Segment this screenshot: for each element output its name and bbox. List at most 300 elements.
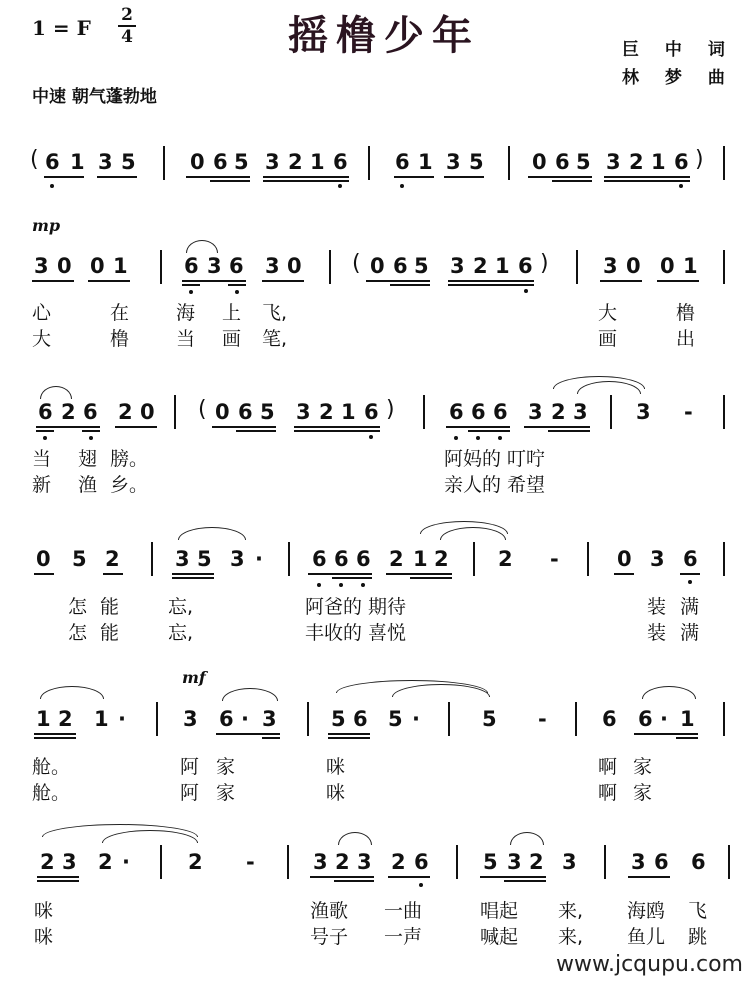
barline <box>287 845 289 879</box>
lyric: 海 <box>176 302 196 324</box>
tempo-marking: 中速 朝气蓬勃地 <box>32 87 157 107</box>
lyric: 一声 <box>384 926 423 948</box>
lyric: 舱。 <box>32 756 71 778</box>
beam <box>263 176 349 178</box>
note: 6 <box>333 150 348 174</box>
lyric: 上 <box>222 302 242 324</box>
note: 5 <box>414 254 429 278</box>
note: 5 <box>576 150 591 174</box>
note: 1 <box>36 707 51 731</box>
lyric: 能 <box>100 596 120 618</box>
lyric: 阿 <box>180 782 200 804</box>
note: 6 <box>238 400 253 424</box>
beam <box>34 733 76 735</box>
note: 1 <box>495 254 510 278</box>
lyric: 咪 <box>326 782 346 804</box>
lyric: 飞, <box>262 302 288 324</box>
lyric: 画 <box>598 328 618 350</box>
note: 6 <box>45 150 60 174</box>
lyric: 咪 <box>34 900 54 922</box>
note: 0 <box>215 400 230 424</box>
beam <box>37 876 79 878</box>
low-dot <box>419 883 423 887</box>
note: 6 <box>364 400 379 424</box>
barline <box>174 395 176 429</box>
note: 1 <box>651 150 666 174</box>
note: 6 <box>638 707 653 731</box>
key-signature <box>32 16 91 40</box>
slur <box>40 686 104 699</box>
note: 1 <box>113 254 128 278</box>
note: 6 <box>312 547 327 571</box>
lyric: 阿 <box>180 756 200 778</box>
note: 3 <box>175 547 190 571</box>
beam-2 <box>548 430 590 432</box>
beam <box>328 733 370 735</box>
beam <box>310 876 374 878</box>
note: 2 <box>288 150 303 174</box>
song-title: 摇橹少年 <box>288 13 480 59</box>
note: 3 <box>573 400 588 424</box>
note: 0 <box>190 150 205 174</box>
beam <box>294 426 380 428</box>
lyric: 大 <box>598 302 618 324</box>
beam <box>36 426 100 428</box>
lyric: 画 <box>222 328 242 350</box>
note: 1 <box>310 150 325 174</box>
lyric: 乡。 <box>110 474 149 496</box>
lyric: 啊 <box>598 782 618 804</box>
beam <box>444 176 484 178</box>
beam <box>308 573 372 575</box>
note: 5 <box>482 707 497 731</box>
note: 2 <box>391 850 406 874</box>
low-dot <box>339 583 343 587</box>
note: 2 <box>98 850 113 874</box>
note: 2 <box>118 400 133 424</box>
beam <box>600 280 642 282</box>
note: 6 <box>184 254 199 278</box>
barline <box>604 845 606 879</box>
barline <box>448 702 450 736</box>
barline <box>575 702 577 736</box>
low-dot <box>338 184 342 188</box>
dash: - <box>538 707 547 731</box>
note: 0 <box>287 254 302 278</box>
note: 2 <box>473 254 488 278</box>
low-dot <box>43 436 47 440</box>
beam-2 <box>182 284 200 286</box>
beam <box>386 573 452 575</box>
beam <box>172 573 214 575</box>
lyric: 一曲 <box>384 900 423 922</box>
barline <box>610 395 612 429</box>
note: 3 <box>207 254 222 278</box>
slur <box>40 386 72 399</box>
beam <box>34 573 54 575</box>
beam <box>657 280 699 282</box>
beam <box>32 280 74 282</box>
lyric: 号子 <box>310 926 349 948</box>
lyric: 来, <box>558 926 584 948</box>
paren-close: ) <box>695 147 704 172</box>
barline <box>163 146 165 180</box>
note: 2 <box>389 547 404 571</box>
beam-2 <box>263 180 349 182</box>
beam-2 <box>552 180 592 182</box>
lyric: 鱼儿 <box>627 926 666 948</box>
lyric: 满 <box>680 622 700 644</box>
note: 1 <box>94 707 109 731</box>
lyric: 阿爸的 期待 <box>305 596 407 618</box>
note: 2 <box>188 850 203 874</box>
beam <box>448 280 534 282</box>
slur <box>510 832 544 845</box>
dot-aug: · <box>241 707 249 731</box>
note: 5 <box>260 400 275 424</box>
lyric: 橹 <box>110 328 130 350</box>
lyric: 啊 <box>598 756 618 778</box>
beam <box>44 176 84 178</box>
note: 0 <box>617 547 632 571</box>
note: 5 <box>121 150 136 174</box>
low-dot <box>454 436 458 440</box>
beam <box>446 426 510 428</box>
beam-2 <box>468 430 510 432</box>
beam-2 <box>34 737 76 739</box>
lyric: 丰收的 喜悦 <box>305 622 407 644</box>
lyric: 满 <box>680 596 700 618</box>
note: 0 <box>90 254 105 278</box>
beam <box>115 426 157 428</box>
note: 1 <box>413 547 428 571</box>
note: 3 <box>265 254 280 278</box>
note: 0 <box>140 400 155 424</box>
beam-2 <box>82 430 100 432</box>
dynamic-mf: mf <box>182 668 206 687</box>
slur <box>222 688 278 701</box>
key-text: 1 = F <box>32 16 91 40</box>
lyric: 咪 <box>326 756 346 778</box>
dot-aug: · <box>118 707 126 731</box>
note: 3 <box>62 850 77 874</box>
barline <box>160 845 162 879</box>
low-dot <box>688 580 692 584</box>
barline <box>288 542 290 576</box>
beam <box>186 176 250 178</box>
beam <box>88 280 130 282</box>
low-dot <box>679 184 683 188</box>
note: 6 <box>229 254 244 278</box>
note: 6 <box>518 254 533 278</box>
note: 3 <box>606 150 621 174</box>
lyric: 翅 <box>78 448 98 470</box>
beam-2 <box>294 430 380 432</box>
note: 2 <box>58 707 73 731</box>
beam-2 <box>604 180 690 182</box>
note: 6 <box>691 850 706 874</box>
note: 3 <box>603 254 618 278</box>
beam <box>216 733 280 735</box>
barline <box>728 845 730 879</box>
lyric: 橹 <box>676 302 696 324</box>
note: 5 <box>331 707 346 731</box>
low-dot <box>400 184 404 188</box>
beam-2 <box>328 737 370 739</box>
note: 6 <box>414 850 429 874</box>
lyric: 当 <box>176 328 196 350</box>
beam-2 <box>37 880 79 882</box>
note: 3 <box>296 400 311 424</box>
note: 6 <box>555 150 570 174</box>
lyric: 出 <box>676 328 696 350</box>
beam <box>614 573 634 575</box>
note: 2 <box>40 850 55 874</box>
note: 6 <box>674 150 689 174</box>
beam <box>366 280 430 282</box>
lyric: 咪 <box>34 926 54 948</box>
lyric: 家 <box>633 756 653 778</box>
lyric: 海鸥 <box>627 900 666 922</box>
lyric: 家 <box>216 756 236 778</box>
note: 0 <box>660 254 675 278</box>
note: 1 <box>680 707 695 731</box>
note: 5 <box>72 547 87 571</box>
low-dot <box>317 583 321 587</box>
lyric: 当 <box>32 448 52 470</box>
barline <box>473 542 475 576</box>
lyric: 能 <box>100 622 120 644</box>
lyric: 亲人的 希望 <box>444 474 546 496</box>
beam-2 <box>262 737 280 739</box>
note: 1 <box>341 400 356 424</box>
note: 5 <box>234 150 249 174</box>
slur <box>186 240 218 253</box>
beam-2 <box>36 430 54 432</box>
time-signature <box>118 6 136 46</box>
lyric: 渔 <box>78 474 98 496</box>
lyric: 舱。 <box>32 782 71 804</box>
slur <box>642 686 696 699</box>
beam <box>262 280 304 282</box>
lyric: 新 <box>32 474 52 496</box>
beam <box>680 573 700 575</box>
low-dot <box>89 436 93 440</box>
note: 2 <box>629 150 644 174</box>
time-numerator: 2 <box>121 5 133 25</box>
note: 2 <box>61 400 76 424</box>
note: 0 <box>36 547 51 571</box>
note: 6 <box>334 547 349 571</box>
beam-2 <box>676 737 698 739</box>
lyric: 在 <box>110 302 130 324</box>
beam-2 <box>172 577 214 579</box>
barline <box>576 250 578 284</box>
beam <box>212 426 276 428</box>
note: 5 <box>483 850 498 874</box>
lyric: 唱起 <box>480 900 519 922</box>
note: 3 <box>528 400 543 424</box>
note: 3 <box>183 707 198 731</box>
lyric: 心 <box>32 302 52 324</box>
note: 3 <box>650 547 665 571</box>
note: 3 <box>507 850 522 874</box>
beam <box>103 573 123 575</box>
barline <box>587 542 589 576</box>
note: 2 <box>319 400 334 424</box>
note: 3 <box>34 254 49 278</box>
note: 6 <box>219 707 234 731</box>
beam <box>182 280 246 282</box>
dash: - <box>550 547 559 571</box>
barline <box>456 845 458 879</box>
note: 6 <box>395 150 410 174</box>
low-dot <box>476 436 480 440</box>
dash: - <box>246 850 255 874</box>
note: 6 <box>449 400 464 424</box>
note: 6 <box>683 547 698 571</box>
lyric: 飞 <box>688 900 708 922</box>
lyric: 忘, <box>168 596 194 618</box>
note: 3 <box>262 707 277 731</box>
note: 2 <box>105 547 120 571</box>
low-dot <box>235 290 239 294</box>
note: 0 <box>626 254 641 278</box>
note: 5 <box>469 150 484 174</box>
lyric: 大 <box>32 328 52 350</box>
lyric: 跳 <box>688 926 708 948</box>
note: 3 <box>636 400 651 424</box>
note: 2 <box>498 547 513 571</box>
barline <box>329 250 331 284</box>
barline <box>723 542 725 576</box>
lyricist: 巨 中 词 <box>622 40 735 60</box>
note: 3 <box>98 150 113 174</box>
lyric: 喊起 <box>480 926 519 948</box>
note: 2 <box>529 850 544 874</box>
beam-2 <box>228 284 246 286</box>
note: 3 <box>450 254 465 278</box>
low-dot <box>189 290 193 294</box>
beam-2 <box>236 430 276 432</box>
lyric: 来, <box>558 900 584 922</box>
note: 1 <box>418 150 433 174</box>
note: 1 <box>683 254 698 278</box>
note: 6 <box>471 400 486 424</box>
dot-aug: · <box>412 707 420 731</box>
note: 1 <box>70 150 85 174</box>
barline <box>160 250 162 284</box>
barline <box>307 702 309 736</box>
low-dot <box>361 583 365 587</box>
beam <box>528 176 592 178</box>
beam-2 <box>210 180 250 182</box>
low-dot <box>50 184 54 188</box>
slur <box>178 527 246 540</box>
barline <box>723 146 725 180</box>
lyric: 怎 <box>68 622 88 644</box>
beam-2 <box>410 577 452 579</box>
note: 3 <box>357 850 372 874</box>
dot-aug: · <box>660 707 668 731</box>
note: 6 <box>213 150 228 174</box>
note: 0 <box>532 150 547 174</box>
note: 6 <box>654 850 669 874</box>
paren-close: ) <box>540 251 549 276</box>
lyric: 装 <box>647 596 667 618</box>
low-dot <box>369 435 373 439</box>
note: 2 <box>335 850 350 874</box>
note: 2 <box>551 400 566 424</box>
note: 3 <box>313 850 328 874</box>
note: 5 <box>197 547 212 571</box>
beam-2 <box>390 284 430 286</box>
barline <box>508 146 510 180</box>
beam <box>524 426 590 428</box>
barline <box>423 395 425 429</box>
beam <box>628 876 670 878</box>
paren-open: ( <box>198 397 207 422</box>
note: 5 <box>388 707 403 731</box>
barline <box>723 395 725 429</box>
dot-aug: · <box>255 547 263 571</box>
lyric: 装 <box>647 622 667 644</box>
lyric: 家 <box>216 782 236 804</box>
note: 3 <box>446 150 461 174</box>
watermark: www.jcqupu.com <box>556 952 743 977</box>
beam <box>480 876 546 878</box>
beam <box>97 176 137 178</box>
barline <box>368 146 370 180</box>
note: 0 <box>57 254 72 278</box>
composer: 林 梦 曲 <box>622 68 735 88</box>
lyric: 忘, <box>168 622 194 644</box>
paren-open: ( <box>352 251 361 276</box>
beam <box>604 176 690 178</box>
dynamic-mp: mp <box>32 216 61 235</box>
beam <box>388 876 430 878</box>
lyric: 怎 <box>68 596 88 618</box>
note: 3 <box>631 850 646 874</box>
credits <box>622 36 735 92</box>
low-dot <box>498 436 502 440</box>
note: 6 <box>602 707 617 731</box>
note: 6 <box>493 400 508 424</box>
note: 6 <box>356 547 371 571</box>
barline <box>723 702 725 736</box>
beam-2 <box>332 577 372 579</box>
barline <box>156 702 158 736</box>
note: 6 <box>83 400 98 424</box>
lyric: 渔歌 <box>310 900 349 922</box>
note: 3 <box>230 547 245 571</box>
barline <box>723 250 725 284</box>
note: 6 <box>38 400 53 424</box>
note: 3 <box>562 850 577 874</box>
lyric: 阿妈的 叮咛 <box>444 448 546 470</box>
slur <box>338 832 372 845</box>
dash: - <box>684 400 693 424</box>
beam <box>634 733 698 735</box>
low-dot <box>524 289 528 293</box>
lyric: 膀。 <box>110 448 149 470</box>
note: 6 <box>393 254 408 278</box>
paren-close: ) <box>386 397 395 422</box>
note: 6 <box>353 707 368 731</box>
beam-2 <box>504 880 546 882</box>
dot-aug: · <box>122 850 130 874</box>
note: 2 <box>434 547 449 571</box>
